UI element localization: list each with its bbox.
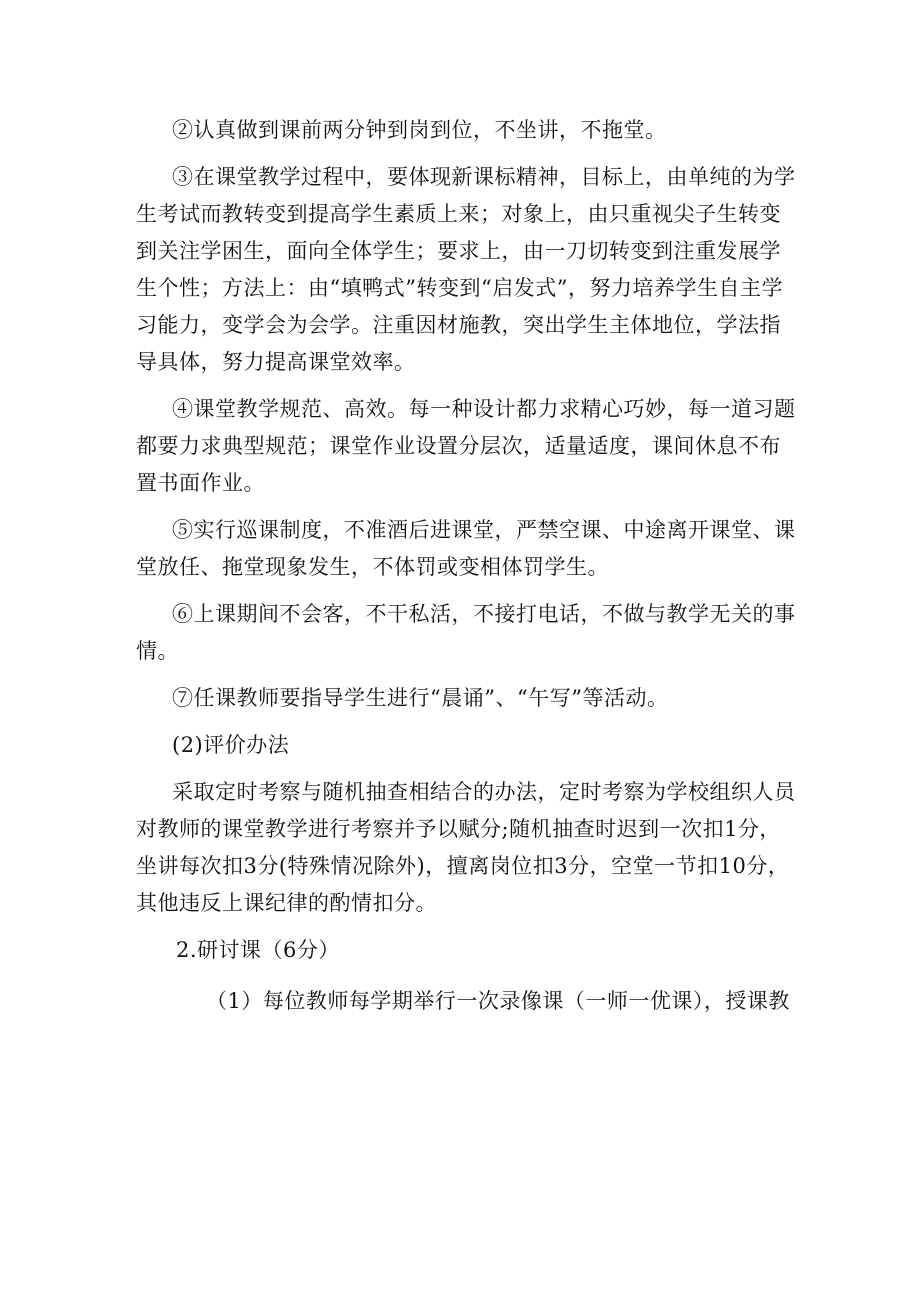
section-heading: 2.研讨课（6分） — [176, 938, 340, 962]
paragraph-item-2: ②认真做到课前两分钟到岗到位，不坐讲，不拖堂。 — [172, 118, 667, 142]
paragraph-item-7: ⑦任课教师要指导学生进行“晨诵”、“午写”等活动。 — [172, 686, 669, 710]
evaluation-heading: (2)评价办法 — [172, 733, 290, 757]
evaluation-text: 采取定时考察与随机抽查相结合的办法，定时考察为学校组织人员对教师的课堂教学进行考察并予以赋分;随机抽查时迟到一次扣1分，坐讲每次扣3分(特殊情况除外)，擅离岗位扣3分，空堂一节扣10分，其他违反上课纪律的酌情扣分。 — [136, 780, 796, 915]
document-body — [136, 112, 796, 1020]
paragraph-item-6: ⑥上课期间不会客，不干私活，不接打电话，不做与教学无关的事情。 — [136, 602, 796, 663]
paragraph-item-3: ③在课堂教学过程中，要体现新课标精神，目标上，由单纯的为学生考试而教转变到提高学生素质上来；对象上，由只重视尖子生转变到关注学困生，面向全体学生；要求上，由一刀切转变到注重发展学生个性；方法上：由“填鸭式”转变到“启发式”，努力培养学生自主学习能力，变学会为会学。注重因材施教，突出学生主体地位，学法指导具体，努力提高课堂效率。 — [136, 165, 796, 374]
paragraph-item-4: ④课堂教学规范、高效。每一种设计都力求精心巧妙，每一道习题都要力求典型规范；课堂作业设置分层次，适量适度，课间休息不布置书面作业。 — [136, 397, 796, 495]
section-item-1: （1）每位教师每学期举行一次录像课（一师一优课），授课教 — [206, 989, 790, 1013]
paragraph-item-5: ⑤实行巡课制度，不准酒后进课堂，严禁空课、中途离开课堂、课堂放任、拖堂现象发生，不体罚或变相体罚学生。 — [136, 518, 796, 579]
